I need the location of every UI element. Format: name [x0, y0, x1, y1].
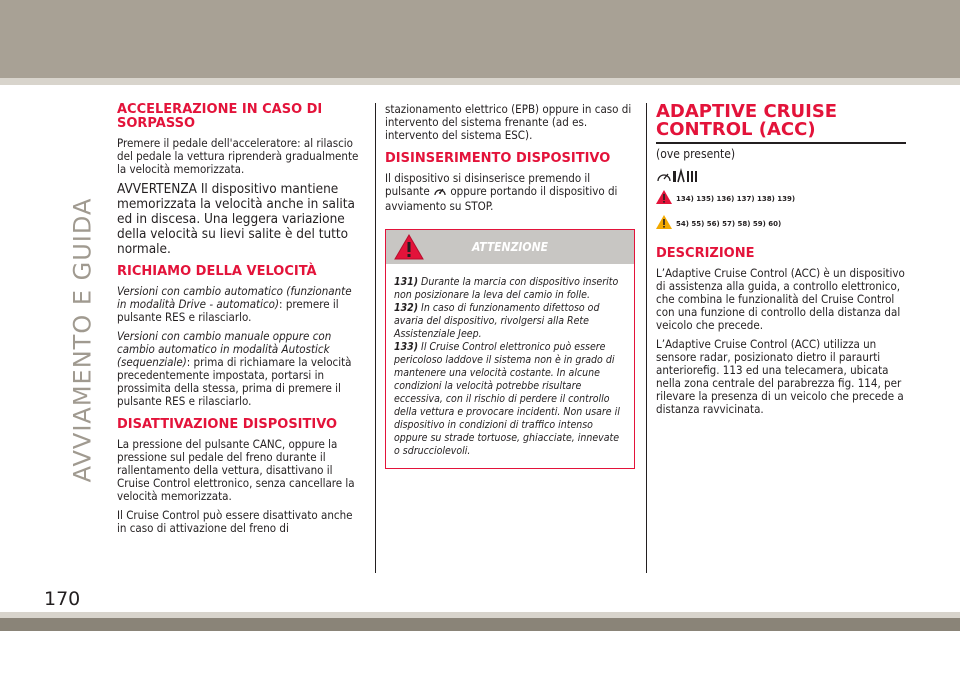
top-band-line [0, 78, 960, 85]
paragraph: L’Adaptive Cruise Control (ACC) utilizza un sensore radar, posizionato dietro il paraurti anteriorefig. 113 ed una telecamera, ubicata nella zona centrale del parabrezza fig. 114, per rilevare la presenza di un veicolo che precede a distanza ravvicinata. [656, 337, 904, 416]
paragraph: L’Adaptive Cruise Control (ACC) è un dispositivo di assistenza alla guida, a controllo elettronico, che combina le funzionalità del Cruise Control con una funzione di controllo della distanza dal veicolo che precede. [656, 266, 905, 332]
heading-disengage: DISINSERIMENTO DISPOSITIVO [385, 151, 611, 166]
note-paragraph: AVVERTENZA Il dispositivo mantiene memorizzata la velocità anche in salita ed in discesa. Una leggera variazione della velocità su lievi salite è del tutto normale. [117, 181, 355, 257]
text: : prima di richiamare la velocità precedentemente impostata, portarsi in prossimita della stessa, prima di premere il pulsante RES e rilasciarlo. [117, 355, 352, 408]
main-title: CONTROL (ACC) [656, 119, 816, 140]
paragraph: Premere il pedale dell'acceleratore: al rilascio del pedale la vettura riprenderà gradualmente la velocità memorizzata. [117, 136, 359, 176]
heading-overtaking: ACCELERAZIONE IN CASO DI SORPASSO [117, 102, 323, 131]
column-divider [646, 103, 647, 573]
section-sidebar-title [68, 100, 96, 580]
heading-speed-recall: RICHIAMO DELLA VELOCITÀ [117, 264, 317, 279]
warning-box [385, 229, 635, 469]
paragraph [385, 172, 635, 213]
warning-item: 133) Il Cruise Control elettronico può essere pericoloso laddove il sistema non è in grado di mantenere una velocità costante. In alcune condizioni la velocità potrebbe risultare eccessiva, con il rischio di perdere il controllo della vettura e provocare incidenti. Non usare il dispositivo in condizioni di traffico intenso oppure su strade tortuose, ghiacciate, innevate o sdrucciolevoli. [394, 341, 620, 457]
sidebar-title-text: AVVIAMENTO E GUIDA [68, 197, 97, 483]
paragraph: La pressione del pulsante CANC, oppure la pressione sul pedale del freno durante il rallentamento della vettura, disattivano il Cruise Control elettronico, senza cancellare la velocità memorizzata. [117, 437, 355, 503]
page-number: 170 [44, 588, 81, 610]
warning-refs: 134) 135) 136) 137) 138) 139) [676, 194, 796, 203]
heading-description: DESCRIZIONE [656, 246, 755, 261]
caution-refs-row [656, 214, 908, 233]
column-right [656, 103, 908, 422]
column-left [117, 103, 363, 541]
warning-body [386, 264, 634, 468]
main-title: ADAPTIVE CRUISE [656, 101, 838, 122]
text: Il dispositivo si disinserisce premendo il pulsante [385, 171, 591, 198]
warning-item: 131) Durante la marcia con dispositivo inserito non posizionare la leva del camio in folle. [394, 276, 619, 301]
bottom-band [0, 618, 960, 631]
paragraph [117, 285, 363, 324]
acc-icon-row [656, 167, 908, 185]
paragraph: stazionamento elettrico (EPB) oppure in caso di intervento del sistema frenante (ad es. intervento del sistema ESC). [385, 102, 632, 142]
warning-item: 132) In caso di funzionamento difettoso od avaria del dispositivo, rivolgersi alla Rete Assistenziale Jeep. [394, 302, 600, 340]
warning-title: ATTENZIONE [471, 240, 549, 254]
warning-triangle-icon [656, 189, 672, 208]
top-band [0, 0, 960, 78]
cruise-control-icon [433, 186, 447, 200]
paragraph [117, 330, 363, 408]
heading-deactivation: DISATTIVAZIONE DISPOSITIVO [117, 417, 338, 432]
italic-text: Versioni con cambio manuale oppure con cambio automatico in modalità Autostick (sequenziale) [117, 329, 332, 369]
text: : premere il pulsante RES e rilasciarlo. [117, 297, 339, 324]
text: oppure portando il dispositivo di avviamento su STOP. [385, 184, 618, 213]
paragraph: Il Cruise Control può essere disattivato anche in caso di attivazione del freno di [117, 508, 353, 535]
column-divider [375, 103, 376, 573]
caution-refs: 54) 55) 56) 57) 58) 59) 60) [676, 219, 782, 228]
column-middle [385, 103, 635, 469]
acc-icon [656, 170, 698, 189]
italic-text: Versioni con cambio automatico (funzionante in modalità Drive - automatico) [117, 284, 352, 311]
subtitle: (ove presente) [656, 147, 736, 161]
title-rule [656, 142, 906, 144]
warning-header [386, 230, 634, 264]
warning-refs-row [656, 189, 908, 208]
caution-triangle-icon [656, 214, 672, 233]
